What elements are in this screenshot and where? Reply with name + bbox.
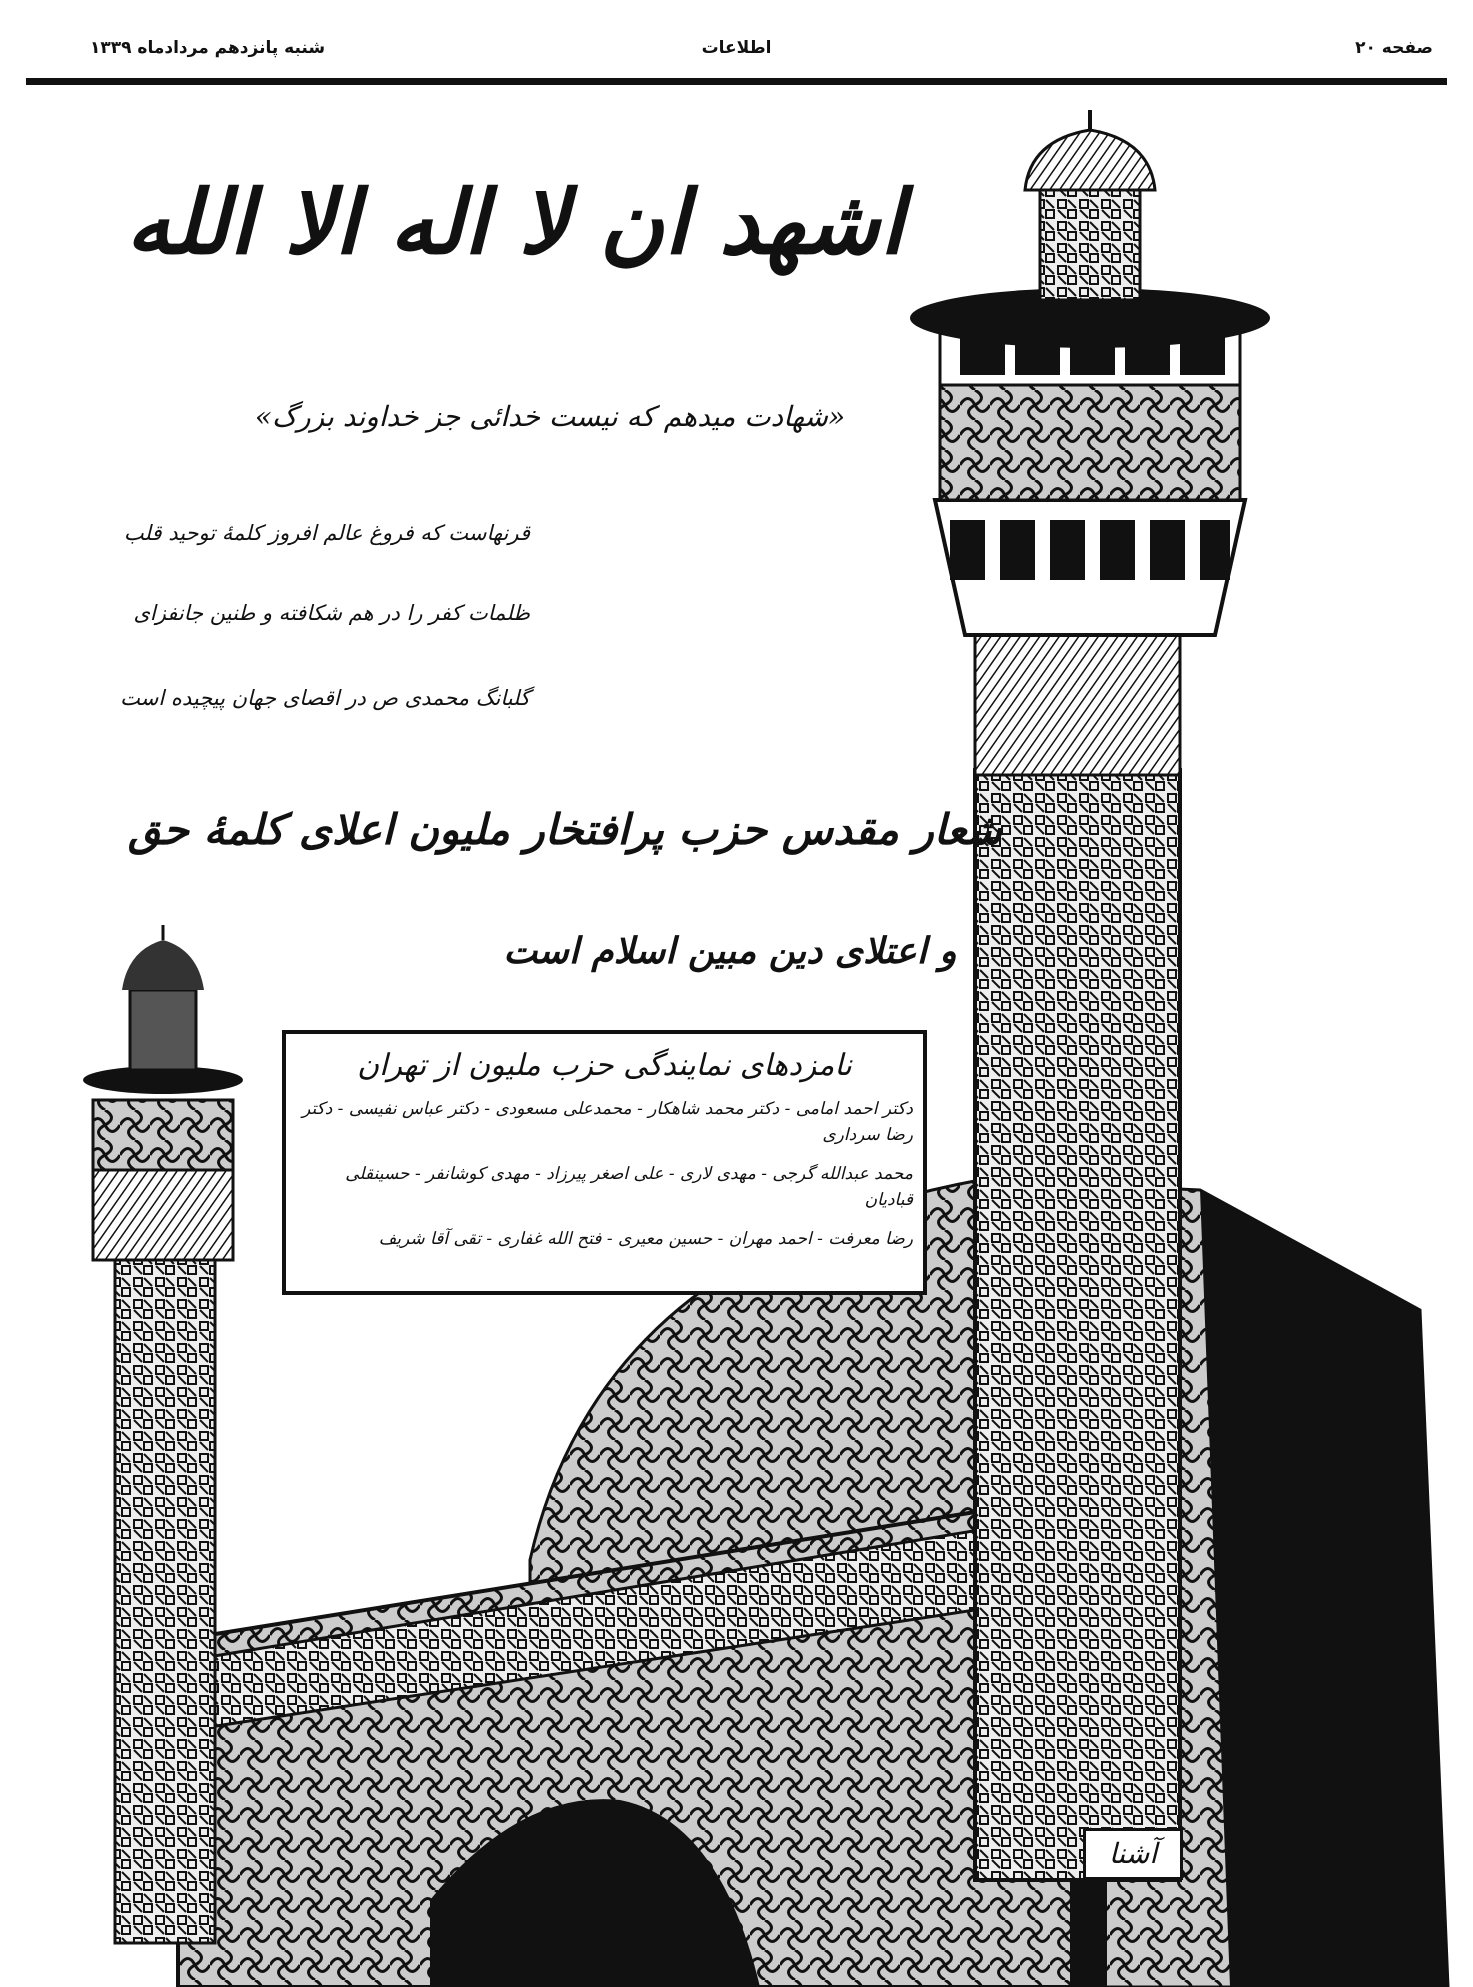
portal [178, 1500, 1105, 1987]
poem-line: گلبانگ محمدی ص در اقصای جهان پیچیده است [120, 686, 530, 710]
candidates-title: نامزدهای نمایندگی حزب ملیون از تهران [357, 1048, 852, 1083]
party-slogan: شعار مقدس حزب پرافتخار ملیون اعلای کلمهٔ حق [127, 805, 1003, 854]
candidates-row: دکتر احمد امامی - دکتر محمد شاهکار - محمدعلی مسعودی - دکتر عباس نفیسی - دکتر رضا سرداری [302, 1099, 913, 1145]
advert-title: اشهد ان لا اله الا الله [125, 170, 905, 274]
newspaper-name: اطلاعات [701, 38, 772, 58]
candidates-row: محمد عبدالله گرجی - مهدی لاری - علی اصغر پیرزاد - مهدی کوشانفر - حسینقلی قبادیان [345, 1164, 913, 1210]
candidates-row: رضا معرفت - احمد مهران - حسین معیری - فتح الله غفاری - تقی آقا شریف [378, 1229, 913, 1249]
candidates-box [282, 1030, 927, 1295]
artist-signature: آشنا [1083, 1828, 1183, 1880]
party-slogan-continued: و اعتلای دین مبین اسلام است [503, 930, 957, 972]
poem-line: قرنهاست که فروغ عالم افروز کلمهٔ توحید قلب [123, 521, 530, 545]
issue-date: شنبه پانزدهم مردادماه ۱۳۳۹ [90, 38, 326, 58]
poem-line: ظلمات کفر را در هم شکافته و طنین جانفزای [133, 601, 530, 625]
page-number: صفحه ۲۰ [1355, 38, 1433, 58]
advert-subtitle: «شهادت میدهم که نیست خدائی جز خداوند بزرگ» [254, 400, 846, 433]
